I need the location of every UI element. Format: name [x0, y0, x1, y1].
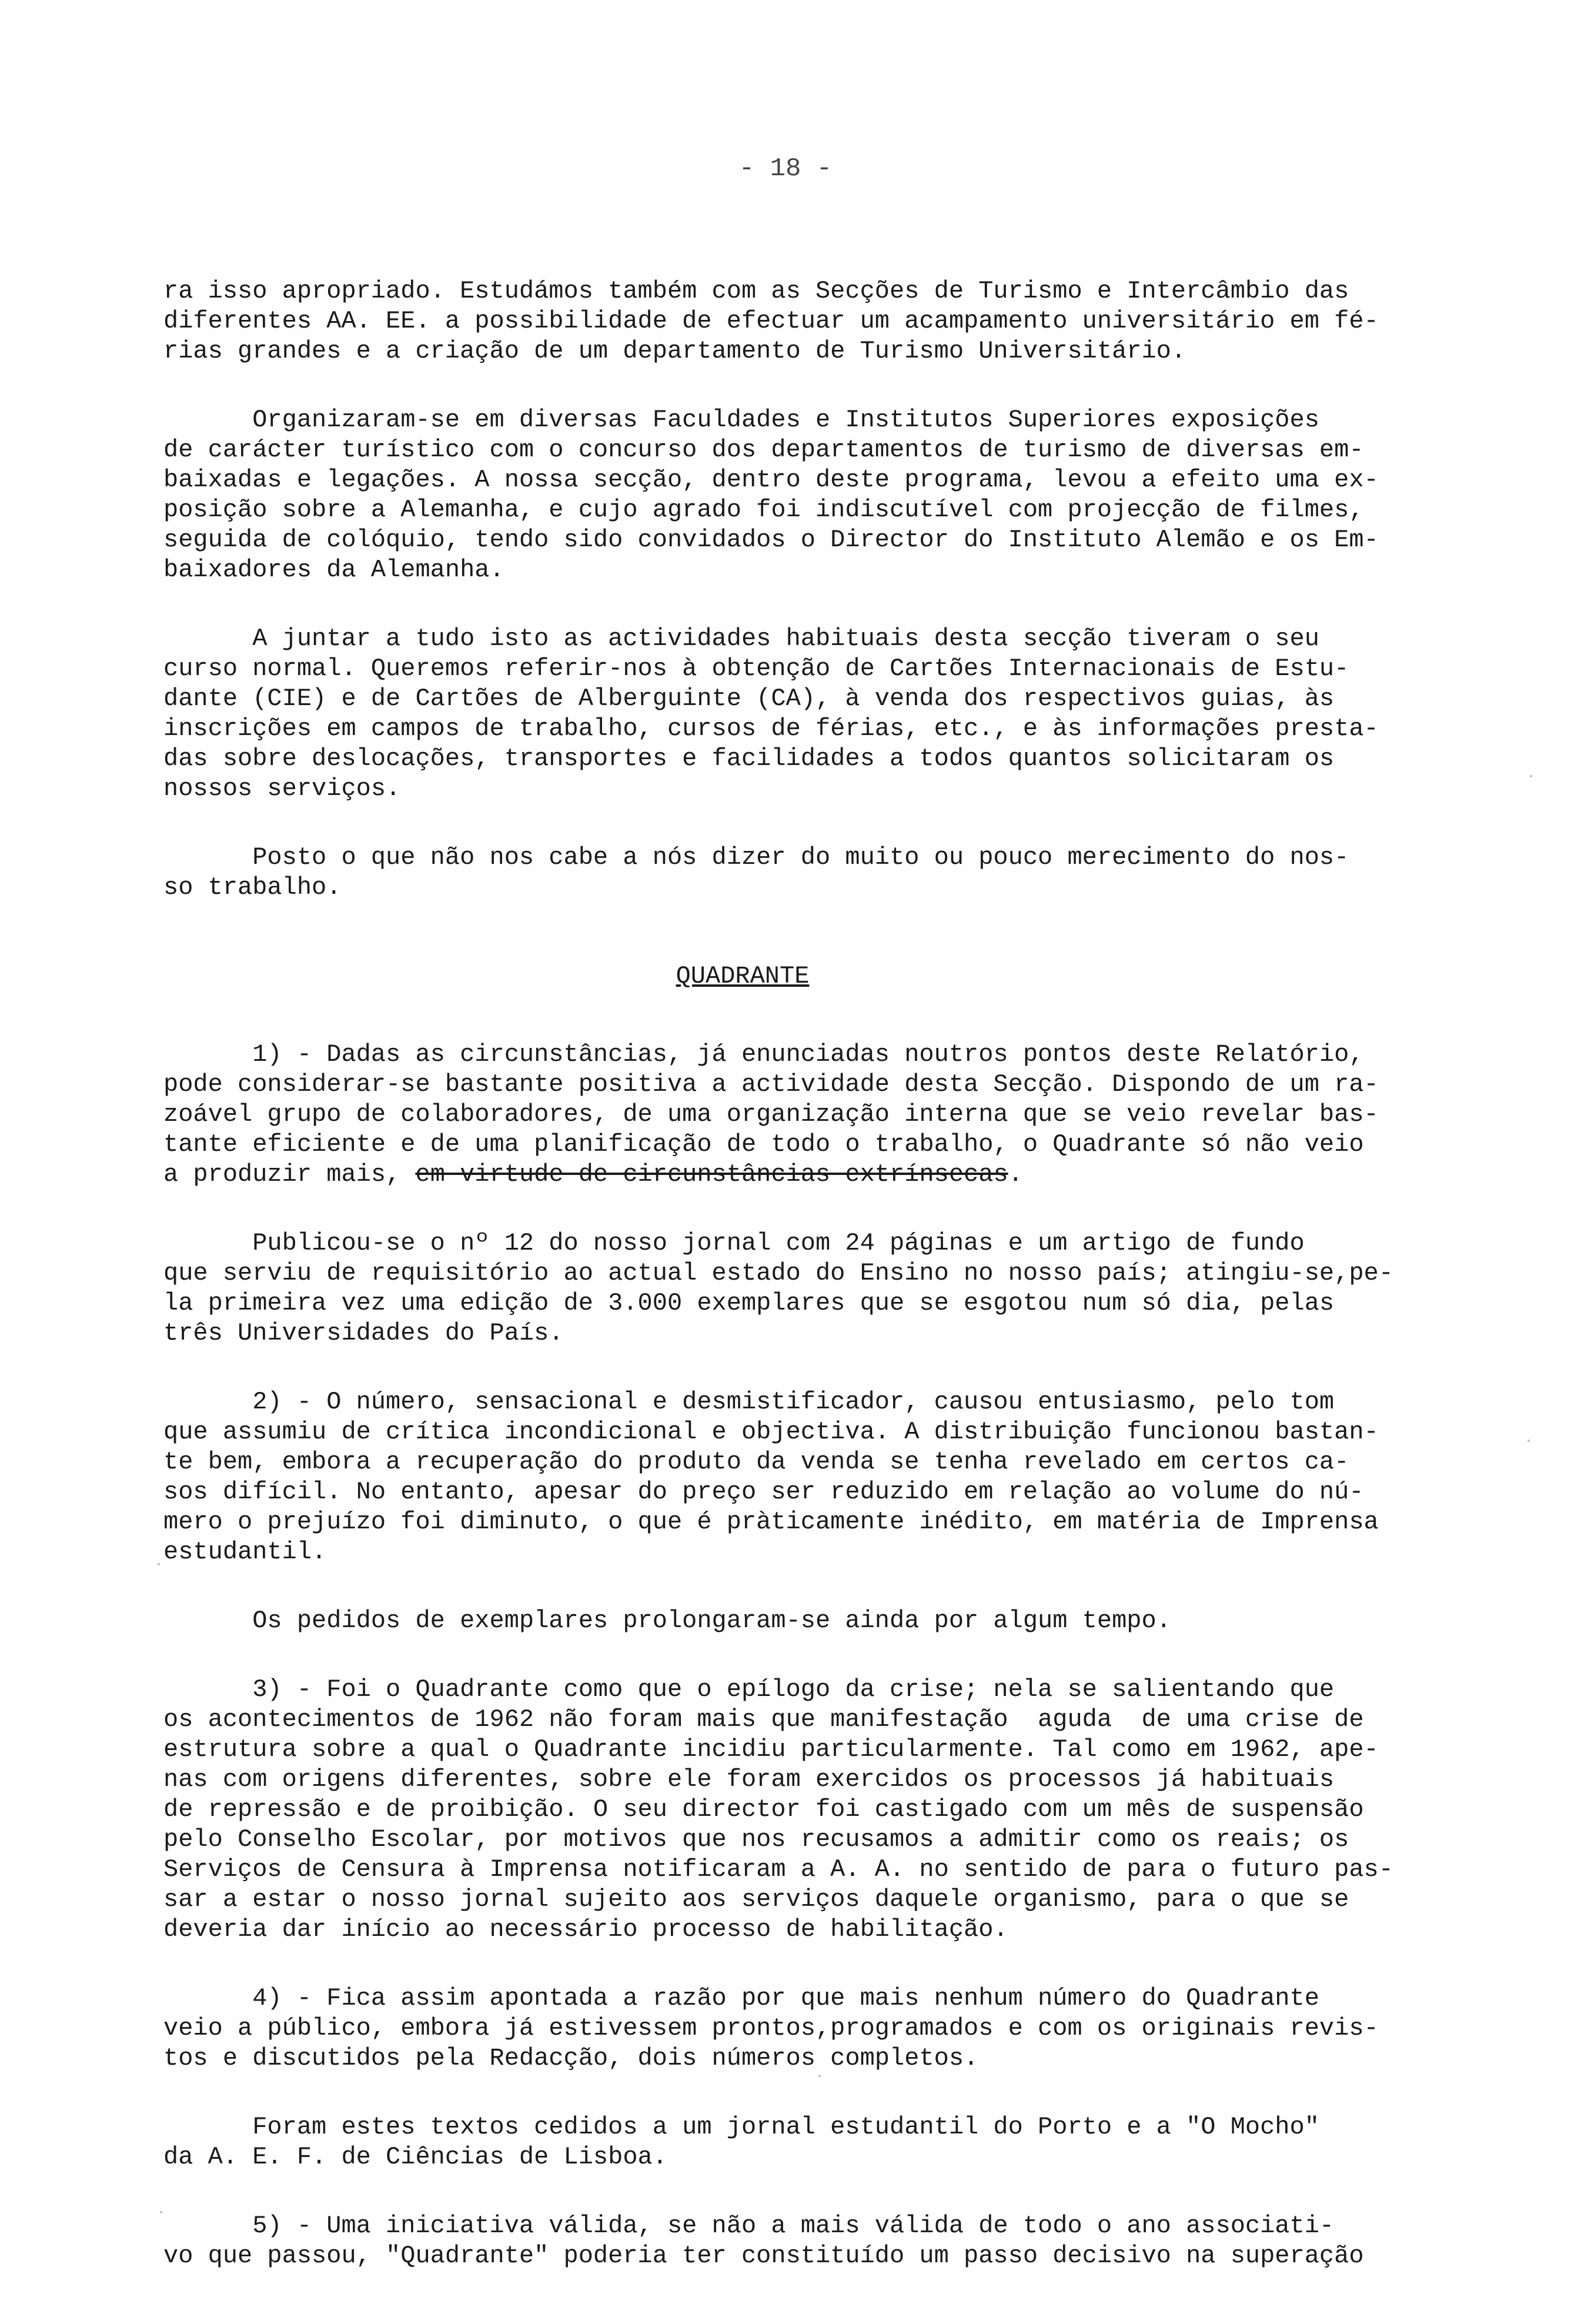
text-line: Foram estes textos cedidos a um jornal estudantil do Porto e a "O Mocho" — [163, 2113, 1319, 2141]
scan-speck — [818, 2075, 821, 2077]
text-line: sos difícil. No entanto, apesar do preço ser reduzido em relação ao volume do nú- — [163, 1478, 1364, 1506]
text-line: vo que passou, "Quadrante" poderia ter constituído um passo decisivo na superação — [163, 2242, 1364, 2270]
paragraph — [163, 276, 1404, 366]
text-line: pelo Conselho Escolar, por motivos que nos recusamos a admitir como os reais; os — [163, 1825, 1349, 1854]
scan-speck — [158, 1563, 160, 1565]
text-line: 4) - Fica assim apontada a razão por que mais nenhum número do Quadrante — [163, 1984, 1319, 2012]
text-line: Organizaram-se em diversas Faculdades e Institutos Superiores exposições — [163, 406, 1319, 434]
text-line: zoável grupo de colaboradores, de uma organização interna que se veio revelar bas- — [163, 1100, 1379, 1128]
page-number: - 18 - — [738, 154, 833, 183]
text-line: A juntar a tudo isto as actividades habituais desta secção tiveram o seu — [163, 625, 1319, 653]
text-line — [163, 1160, 1404, 1190]
text-line: que assumiu de crítica incondicional e objectiva. A distribuição funcionou bastan- — [163, 1418, 1379, 1446]
text-line: 3) - Foi o Quadrante como que o epílogo da crise; nela se salientando que — [163, 1675, 1335, 1704]
text-line: ra isso apropriado. Estudámos também com as Secções de Turismo e Intercâmbio das — [163, 277, 1349, 305]
paragraph — [163, 2112, 1404, 2172]
paragraph — [163, 1387, 1404, 1567]
text-line: Os pedidos de exemplares prolongaram-se ainda por algum tempo. — [163, 1607, 1171, 1635]
text-line: veio a público, embora já estivessem prontos,programados e com os originais revis- — [163, 2014, 1379, 2042]
text-line: rias grandes e a criação de um departamento de Turismo Universitário. — [163, 337, 1186, 365]
text-line: que serviu de requisitório ao actual estado do Ensino no nosso país; atingiu-se,pe- — [163, 1259, 1393, 1287]
text-line: tos e discutidos pela Redacção, dois números completos. — [163, 2044, 979, 2072]
text-line: mero o prejuízo foi diminuto, o que é pràticamente inédito, em matéria de Imprensa — [163, 1508, 1379, 1536]
text-line: inscrições em campos de trabalho, cursos de férias, etc., e às informações presta- — [163, 714, 1379, 743]
scan-speck — [1527, 1440, 1530, 1442]
paragraph — [163, 2211, 1404, 2271]
text-line: te bem, embora a recuperação do produto da venda se tenha revelado em certos ca- — [163, 1448, 1349, 1476]
text-line: Publicou-se o nº 12 do nosso jornal com 24 páginas e um artigo de fundo — [163, 1229, 1305, 1257]
text-line: baixadas e legações. A nossa secção, dentro deste programa, levou a efeito uma ex- — [163, 466, 1379, 494]
text-fragment: a produzir mais, — [163, 1160, 416, 1188]
text-line: de repressão e de proibição. O seu director foi castigado com um mês de suspensão — [163, 1795, 1364, 1824]
text-line: os acontecimentos de 1962 não foram mais que manifestação aguda de uma crise de — [163, 1705, 1364, 1734]
scan-speck — [1530, 775, 1532, 777]
paragraph — [163, 1040, 1404, 1190]
text-line: sar a estar o nosso jornal sujeito aos serviços daquele organismo, para o que se — [163, 1885, 1349, 1914]
text-line: nossos serviços. — [163, 774, 401, 803]
text-line: de carácter turístico com o concurso dos departamentos de turismo de diversas em- — [163, 436, 1364, 464]
paragraph — [163, 843, 1404, 903]
text-line: 2) - O número, sensacional e desmistificador, causou entusiasmo, pelo tom — [163, 1388, 1335, 1416]
text-line: la primeira vez uma edição de 3.000 exemplares que se esgotou num só dia, pelas — [163, 1289, 1335, 1317]
paragraph — [163, 405, 1404, 585]
paragraph — [163, 1675, 1404, 1945]
paragraph — [163, 624, 1404, 804]
text-line: estrutura sobre a qual o Quadrante incidiu particularmente. Tal como em 1962, ape- — [163, 1735, 1379, 1764]
text-line: diferentes AA. EE. a possibilidade de efectuar um acampamento universitário em fé- — [163, 307, 1379, 335]
text-line: so trabalho. — [163, 873, 342, 901]
section-heading: QUADRANTE — [676, 962, 810, 990]
document-body — [163, 276, 1404, 2271]
text-line: da A. E. F. de Ciências de Lisboa. — [163, 2143, 667, 2171]
text-line: deveria dar início ao necessário processo de habilitação. — [163, 1915, 1008, 1944]
text-line: 1) - Dadas as circunstâncias, já enunciadas noutros pontos deste Relatório, — [163, 1040, 1364, 1068]
text-line: das sobre deslocações, transportes e facilidades a todos quantos solicitaram os — [163, 744, 1335, 773]
paragraph — [163, 1606, 1404, 1636]
text-line: 5) - Uma iniciativa válida, se não a mais válida de todo o ano associati- — [163, 2212, 1335, 2240]
text-line: Posto o que não nos cabe a nós dizer do muito ou pouco merecimento do nos- — [163, 843, 1349, 872]
text-line: pode considerar-se bastante positiva a actividade desta Secção. Dispondo de um ra- — [163, 1070, 1379, 1098]
text-line: curso normal. Queremos referir-nos à obtenção de Cartões Internacionais de Estu- — [163, 655, 1349, 683]
text-line: tante eficiente e de uma planificação de todo o trabalho, o Quadrante só não veio — [163, 1130, 1364, 1158]
text-line: Serviços de Censura à Imprensa notificaram a A. A. no sentido de para o futuro pas- — [163, 1855, 1393, 1884]
text-line: baixadores da Alemanha. — [163, 556, 504, 584]
text-line: estudantil. — [163, 1538, 327, 1566]
text-fragment: . — [1008, 1160, 1023, 1188]
scan-speck — [160, 2211, 162, 2213]
text-line: nas com origens diferentes, sobre ele foram exercidos os processos já habituais — [163, 1765, 1335, 1794]
paragraph — [163, 1984, 1404, 2073]
text-line: seguida de colóquio, tendo sido convidados o Director do Instituto Alemão e os Em- — [163, 526, 1379, 554]
text-line: posição sobre a Alemanha, e cujo agrado foi indiscutível com projecção de filmes, — [163, 496, 1364, 524]
paragraph — [163, 1228, 1404, 1348]
struck-text: em virtude de circunstâncias extrínsecas — [415, 1160, 1008, 1188]
text-line: dante (CIE) e de Cartões de Alberguinte (CA), à venda dos respectivos guias, às — [163, 684, 1335, 713]
text-line: três Universidades do País. — [163, 1319, 564, 1347]
